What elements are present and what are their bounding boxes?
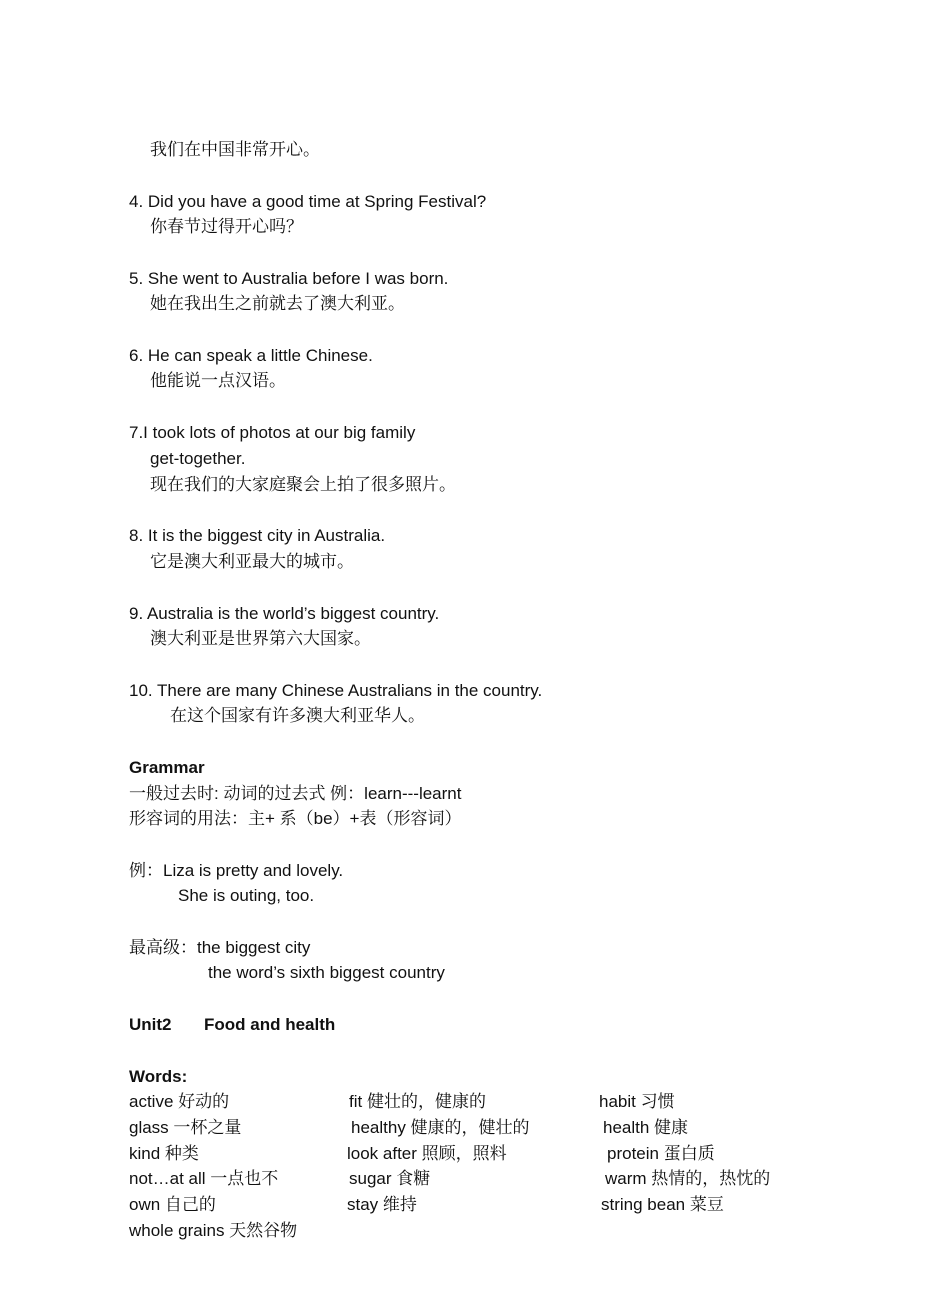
sentence-10-chinese: 在这个国家有许多澳大利亚华人。	[170, 706, 425, 725]
words-heading: Words:	[129, 1067, 188, 1086]
word-entry: whole grains 天然谷物	[129, 1221, 298, 1240]
grammar-superlative-1: 最高级：the biggest city	[129, 938, 311, 957]
sentence-3-chinese: 我们在中国非常开心。	[150, 140, 320, 159]
word-entry: glass 一杯之量	[129, 1118, 242, 1137]
words-row	[0, 1091, 950, 1113]
word-entry: kind 种类	[129, 1144, 199, 1163]
word-entry: active 好动的	[129, 1092, 230, 1111]
words-row	[0, 1143, 950, 1165]
word-entry: warm 热情的，热忱的	[605, 1169, 771, 1188]
sentence-4-english: 4. Did you have a good time at Spring Festival?	[129, 192, 487, 211]
sentence-7-chinese: 现在我们的大家庭聚会上拍了很多照片。	[150, 475, 456, 494]
word-entry: string bean 菜豆	[601, 1195, 724, 1214]
grammar-past-tense: 一般过去时: 动词的过去式 例：learn---learnt	[129, 784, 462, 803]
words-row	[0, 1220, 950, 1242]
word-entry: not…at all 一点也不	[129, 1169, 279, 1188]
words-row	[0, 1117, 950, 1139]
grammar-superlative-2: the word’s sixth biggest country	[208, 963, 445, 982]
word-entry: sugar 食糖	[349, 1169, 431, 1188]
sentence-5-english: 5. She went to Australia before I was born.	[129, 269, 449, 288]
word-entry: health 健康	[603, 1118, 689, 1137]
sentence-7-english-line-2: get-together.	[150, 449, 246, 468]
unit-title: Food and health	[204, 1015, 336, 1034]
sentence-8-english: 8. It is the biggest city in Australia.	[129, 526, 386, 545]
sentence-5-chinese: 她在我出生之前就去了澳大利亚。	[150, 294, 405, 313]
grammar-example-1: 例：Liza is pretty and lovely.	[129, 861, 344, 880]
sentence-6-chinese: 他能说一点汉语。	[150, 371, 286, 390]
word-entry: healthy 健康的，健壮的	[351, 1118, 530, 1137]
sentence-9-chinese: 澳大利亚是世界第六大国家。	[150, 629, 371, 648]
word-entry: stay 维持	[347, 1195, 417, 1214]
word-entry: fit 健壮的，健康的	[349, 1092, 486, 1111]
sentence-6-english: 6. He can speak a little Chinese.	[129, 346, 373, 365]
unit-number: Unit2	[129, 1015, 172, 1034]
word-entry: look after 照顾，照料	[347, 1144, 507, 1163]
words-row	[0, 1194, 950, 1216]
word-entry: habit 习惯	[599, 1092, 675, 1111]
sentence-10-english: 10. There are many Chinese Australians in the country.	[129, 681, 543, 700]
sentence-7-english-line-1: 7.I took lots of photos at our big family	[129, 423, 416, 442]
grammar-adjective-usage: 形容词的用法：主+ 系（be）+表（形容词）	[129, 809, 462, 828]
word-entry: protein 蛋白质	[607, 1144, 715, 1163]
words-row	[0, 1168, 950, 1190]
word-entry: own 自己的	[129, 1195, 216, 1214]
sentence-8-chinese: 它是澳大利亚最大的城市。	[150, 552, 354, 571]
grammar-example-2: She is outing, too.	[178, 886, 315, 905]
sentence-4-chinese: 你春节过得开心吗？	[150, 217, 303, 236]
sentence-9-english: 9. Australia is the world’s biggest country.	[129, 604, 440, 623]
grammar-heading: Grammar	[129, 758, 205, 777]
